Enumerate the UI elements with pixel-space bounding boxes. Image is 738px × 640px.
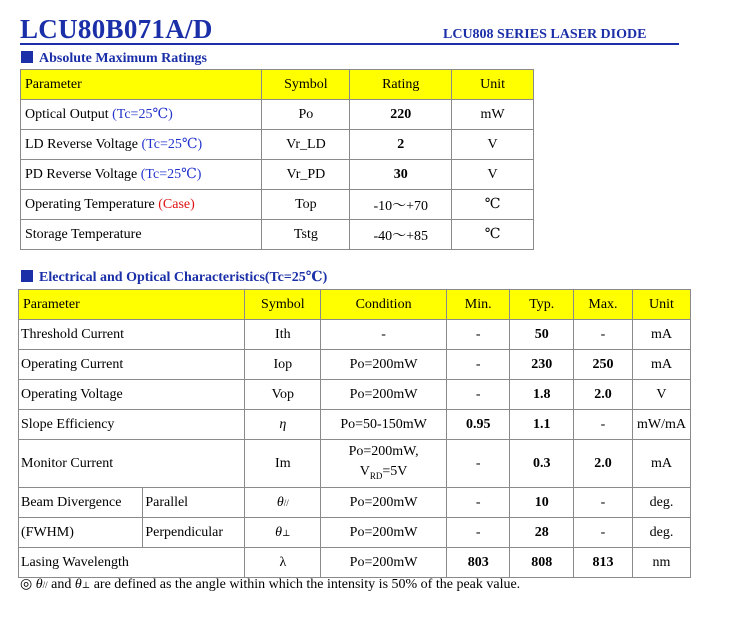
square-bullet-icon (21, 270, 33, 282)
parallel-subscript: // (42, 580, 48, 590)
footnote-text: are defined as the angle within which the intensity is 50% of the peak value. (93, 577, 521, 592)
rating-cell: 220 (350, 100, 452, 130)
unit-cell: mW/mA (632, 410, 690, 440)
param-text: PD Reverse Voltage (25, 167, 138, 182)
parameter-cell: Operating Voltage (19, 380, 245, 410)
symbol-cell: Top (262, 190, 350, 220)
min-cell: - (446, 380, 510, 410)
subparameter-cell: Perpendicular (143, 518, 245, 548)
param-condition: (Tc=25℃) (141, 137, 203, 152)
table-row (19, 380, 691, 410)
parameter-cell: (FWHM) (19, 518, 143, 548)
symbol-cell: Vr_PD (262, 160, 350, 190)
condition-cell: Po=50-150mW (321, 410, 447, 440)
table-row (21, 160, 534, 190)
symbol-cell: Ith (245, 320, 321, 350)
unit-cell: mA (632, 320, 690, 350)
typ-cell: 50 (510, 320, 574, 350)
parameter-cell: Operating Current (19, 350, 245, 380)
typ-cell: 808 (510, 548, 574, 578)
symbol-cell (245, 518, 321, 548)
typ-cell: 0.3 (510, 440, 574, 488)
parameter-cell (21, 190, 262, 220)
table-row (19, 320, 691, 350)
param-text: Optical Output (25, 107, 109, 122)
condition-subscript: RD (369, 470, 383, 481)
rating-cell: -10～+70 (350, 190, 452, 220)
table-header-row (19, 290, 691, 320)
parameter-cell: Beam Divergence (19, 488, 143, 518)
param-condition: (Tc=25℃) (112, 107, 173, 122)
header-cell: Unit (452, 70, 534, 100)
title-underline (20, 43, 679, 45)
unit-cell: mA (632, 440, 690, 488)
condition-cell: Po=200mW (321, 380, 447, 410)
min-cell: - (446, 440, 510, 488)
typ-cell: 10 (510, 488, 574, 518)
param-text: Operating Temperature (25, 196, 155, 212)
condition-cell: Po=200mW (321, 548, 447, 578)
theta-symbol: θ (276, 494, 284, 510)
perpendicular-subscript: ⊥ (81, 580, 91, 590)
condition-cell: - (321, 320, 447, 350)
symbol-cell: Im (245, 440, 321, 488)
max-cell: - (574, 410, 633, 440)
param-text: LD Reverse Voltage (25, 137, 139, 152)
max-cell: 813 (574, 548, 633, 578)
square-bullet-icon (21, 51, 33, 63)
min-cell: - (446, 320, 510, 350)
section-electrical-optical (21, 269, 327, 286)
parameter-cell (21, 100, 262, 130)
footnote-and: and (51, 577, 72, 592)
header-cell: Parameter (19, 290, 245, 320)
rating-cell: 30 (350, 160, 452, 190)
table-row (21, 100, 534, 130)
series-label: LCU808 SERIES LASER DIODE (443, 27, 647, 42)
header-cell: Parameter (21, 70, 262, 100)
unit-cell: mA (632, 350, 690, 380)
typ-cell: 230 (510, 350, 574, 380)
parameter-cell (21, 130, 262, 160)
unit-cell: ℃ (452, 220, 534, 250)
theta-symbol: θ (275, 524, 283, 540)
theta-symbol: θ (74, 577, 82, 592)
table-row (19, 440, 691, 488)
max-cell: 2.0 (574, 380, 633, 410)
parameter-cell (21, 220, 262, 250)
symbol-cell (245, 488, 321, 518)
section-heading: Absolute Maximum Ratings (39, 51, 208, 66)
table-row (21, 220, 534, 250)
unit-cell: deg. (632, 518, 690, 548)
symbol-cell: Tstg (262, 220, 350, 250)
table-row (19, 488, 691, 518)
typ-cell: 28 (510, 518, 574, 548)
symbol-cell: λ (245, 548, 321, 578)
absolute-max-table (20, 69, 534, 250)
electrical-optical-table (18, 289, 691, 578)
unit-cell: nm (632, 548, 690, 578)
max-cell: 2.0 (574, 440, 633, 488)
condition-line-1: Po=200mW, (348, 443, 419, 459)
table-row (19, 518, 691, 548)
header-cell: Symbol (262, 70, 350, 100)
unit-cell: ℃ (452, 190, 534, 220)
max-cell: - (574, 320, 633, 350)
parallel-subscript: // (283, 497, 289, 508)
symbol-cell: Vr_LD (262, 130, 350, 160)
parameter-cell: Lasing Wavelength (19, 548, 245, 578)
section-absolute-max (21, 51, 207, 67)
typ-cell: 1.1 (510, 410, 574, 440)
min-cell: 803 (446, 548, 510, 578)
header-cell: Symbol (245, 290, 321, 320)
perpendicular-subscript: ⊥ (282, 527, 291, 538)
param-condition: (Tc=25℃) (140, 167, 202, 182)
symbol-cell: η (245, 410, 321, 440)
parameter-cell: Threshold Current (19, 320, 245, 350)
symbol-cell: Po (262, 100, 350, 130)
param-text: Storage Temperature (25, 226, 142, 242)
section-heading: Electrical and Optical Characteristics(Tc=25℃) (39, 270, 328, 285)
header-cell: Min. (446, 290, 510, 320)
min-cell: - (446, 488, 510, 518)
bullseye-icon: ◎ (20, 577, 33, 592)
table-row (21, 190, 534, 220)
parameter-cell (21, 160, 262, 190)
condition-value: =5V (382, 463, 408, 479)
header-cell: Condition (321, 290, 447, 320)
param-condition: (Case) (158, 196, 195, 212)
parameter-cell: Slope Efficiency (19, 410, 245, 440)
header-cell: Rating (350, 70, 452, 100)
max-cell: - (574, 488, 633, 518)
header-cell: Max. (574, 290, 633, 320)
typ-cell: 1.8 (510, 380, 574, 410)
parameter-cell: Monitor Current (19, 440, 245, 488)
condition-cell: Po=200mW (321, 350, 447, 380)
unit-cell: mW (452, 100, 534, 130)
footnote (20, 576, 520, 593)
min-cell: 0.95 (446, 410, 510, 440)
condition-cell: Po=200mW (321, 518, 447, 548)
condition-cell (321, 440, 447, 488)
min-cell: - (446, 518, 510, 548)
table-row (21, 130, 534, 160)
table-row (19, 548, 691, 578)
symbol-cell: Iop (245, 350, 321, 380)
symbol-cell: Vop (245, 380, 321, 410)
max-cell: 250 (574, 350, 633, 380)
unit-cell: V (452, 130, 534, 160)
condition-cell: Po=200mW (321, 488, 447, 518)
document-title: LCU80B071A/D (20, 14, 213, 44)
unit-cell: V (452, 160, 534, 190)
table-row (19, 410, 691, 440)
table-row (19, 350, 691, 380)
rating-cell: -40～+85 (350, 220, 452, 250)
header-cell: Typ. (510, 290, 574, 320)
header-cell: Unit (632, 290, 690, 320)
min-cell: - (446, 350, 510, 380)
subparameter-cell: Parallel (143, 488, 245, 518)
unit-cell: deg. (632, 488, 690, 518)
unit-cell: V (632, 380, 690, 410)
table-header-row (21, 70, 534, 100)
theta-symbol: θ (35, 577, 43, 592)
max-cell: - (574, 518, 633, 548)
rating-cell: 2 (350, 130, 452, 160)
condition-vrd: V (359, 463, 370, 479)
